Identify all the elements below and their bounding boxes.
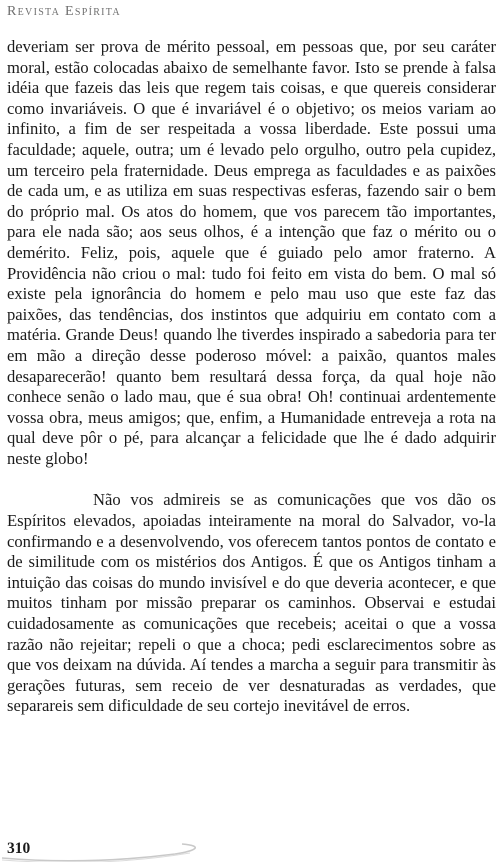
paragraph-2: Não vos admireis se as comunicações que vos dão os Espíritos elevados, apoiadas inteiramente na moral do Salvador, vo-la confirmando e a desenvolvendo, vos oferecem tantos pontos de contato e de similitude com os mistérios dos Antigos. É que os Antigos tinham a intuição das coisas do mundo invisível e do que deveria acontecer, e que muitos tinham por missão preparar os caminhos. Observai e estudai cuidadosamente as comunicações que recebeis; aceitai o que a vossa razão não rejeitar; repeli o que a choca; pedi esclarecimentos sobre as que vos deixam na dúvida. Aí tendes a marcha a seguir para transmitir às gerações futuras, sem receio de ver desnaturadas as verdades, que separareis sem dificuldade de seu cortejo inevitável de erros. bbox=[7, 490, 496, 716]
body-text bbox=[7, 37, 496, 717]
footer-swoosh-ornament bbox=[0, 836, 503, 862]
page-footer bbox=[0, 836, 503, 862]
page-number: 310 bbox=[7, 840, 31, 857]
paragraph-1: deveriam ser prova de mérito pessoal, em pessoas que, por seu caráter moral, estão colocadas abaixo de semelhante favor. Isto se prende à falsa idéia que fazeis das leis que regem tais coisas, e que quereis considerar como invariáveis. O que é invariável é o objetivo; os meios variam ao infinito, a fim de ser respeitada a vossa liberdade. Este possui uma faculdade; aquele, outra; um é levado pelo orgulho, outro pela cupidez, um terceiro pela fraternidade. Deus emprega as faculdades e as paixões de cada um, e as utiliza em suas respectivas esferas, fazendo sair o bem do próprio mal. Os atos do homem, que vos parecem tão importantes, para ele nada são; aos seus olhos, é a intenção que faz o mérito ou o demérito. Feliz, pois, aquele que é guiado pelo amor fraterno. A Providência não criou o mal: tudo foi feito em vista do bem. O mal só existe pela ignorância do homem e pelo mau uso que este faz das paixões, das tendências, dos instintos que adquiriu em contato com a matéria. Grande Deus! quando lhe tiverdes inspirado a sabedoria para ter em mão a direção desse poderoso móvel: a paixão, quantos males desaparecerão! quanto bem resultará dessa força, da qual hoje não conhece senão o lado mau, que é sua obra! Oh! continuai ardentemente vossa obra, meus amigos; que, enfim, a Humanidade entreveja a rota na qual deve pôr o pé, para alcançar a felicidade que lhe é dado adquirir neste globo! bbox=[7, 37, 496, 468]
paragraph-gap bbox=[7, 469, 496, 490]
running-header: Revista Espírita bbox=[7, 4, 121, 19]
